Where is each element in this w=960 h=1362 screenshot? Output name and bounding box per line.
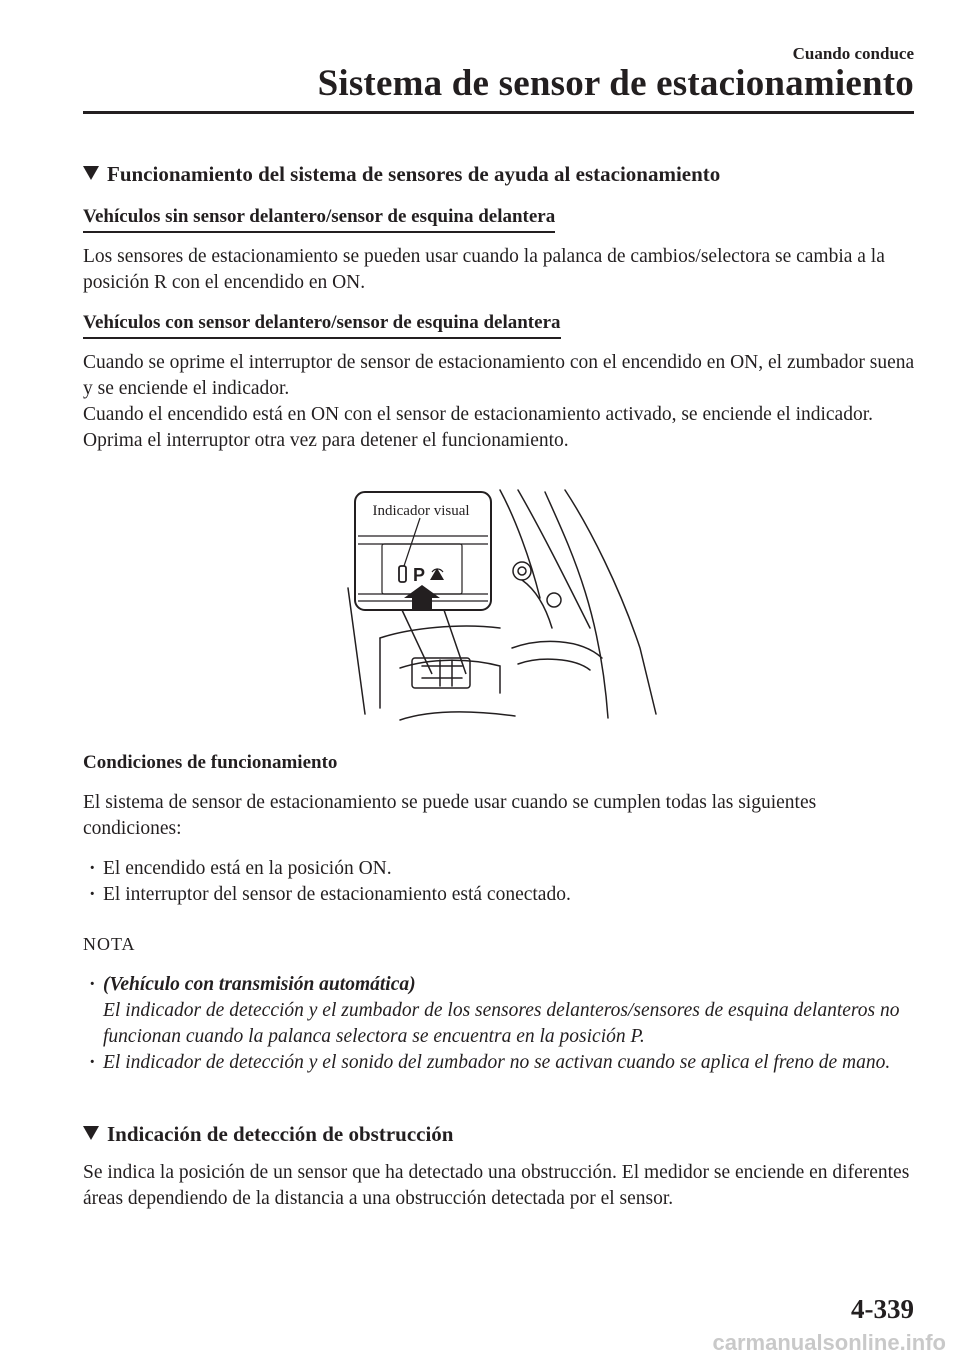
page-number: 4-339: [851, 1294, 914, 1324]
watermark: carmanualsonline.info: [712, 1330, 946, 1355]
para-with-1: Cuando se oprime el interruptor de sensor de estacionamiento con el encendido en ON, el zumbador suena y se enciende el indicador.: [83, 352, 915, 399]
header-chapter: Cuando conduce: [792, 44, 914, 63]
triangle-bullet-icon: [83, 1126, 99, 1140]
section2-para: [83, 1160, 918, 1212]
indicator-lamp-icon: [399, 566, 406, 582]
bullet-dot: ·: [89, 974, 96, 995]
list-item-text: El interruptor del sensor de estacionamiento está conectado.: [103, 884, 571, 905]
bullet-dot: ·: [89, 1052, 96, 1073]
section-title-text: Indicación de detección de obstrucción: [107, 1122, 454, 1146]
nota-list: [83, 972, 918, 1076]
para-with-3: Oprima el interruptor otra vez para detener el funcionamiento.: [83, 430, 569, 451]
subhead-without-front-sensor: Vehículos sin sensor delantero/sensor de esquina delantera: [83, 206, 555, 233]
conditions-title: Condiciones de funcionamiento: [83, 752, 338, 773]
dashboard-illustration: [340, 488, 660, 724]
note-item: [83, 972, 918, 1050]
para-with-front-sensor: [83, 350, 918, 454]
header-rule: [83, 111, 914, 114]
section-title-funcionamiento: [83, 162, 720, 187]
section2-para-text: Se indica la posición de un sensor que ha detectado una obstrucción. El medidor se enciende en diferentes áreas dependiendo de la distancia a una obstrucción detectada por el sensor.: [83, 1162, 910, 1209]
para-with-2: Cuando el encendido está en ON con el sensor de estacionamiento activado, se enciende el indicador.: [83, 404, 874, 425]
bullet-dot: ·: [89, 858, 96, 879]
list-item-text: El encendido está en la posición ON.: [103, 858, 392, 879]
note-item-head: (Vehículo con transmisión automática): [103, 974, 416, 995]
triangle-bullet-icon: [83, 166, 99, 180]
nota-label: NOTA: [83, 934, 136, 954]
callout-label: Indicador visual: [372, 503, 470, 519]
parking-switch-symbol: P: [413, 565, 426, 585]
header-title: Sistema de sensor de estacionamiento: [317, 63, 914, 104]
list-item: [83, 856, 918, 882]
section-title-text: Funcionamiento del sistema de sensores de ayuda al estacionamiento: [107, 162, 721, 186]
note-item: [83, 1050, 918, 1076]
para-text: Los sensores de estacionamiento se pueden usar cuando la palanca de cambios/selectora se cambia a la posición R con el encendido en ON.: [83, 246, 885, 293]
list-item: [83, 882, 918, 908]
parking-switch-figure: [340, 488, 660, 724]
bullet-dot: ·: [89, 884, 96, 905]
subhead-with-front-sensor: Vehículos con sensor delantero/sensor de esquina delantera: [83, 312, 561, 339]
section-title-obstruccion: [83, 1122, 454, 1147]
conditions-intro-text: El sistema de sensor de estacionamiento se puede usar cuando se cumplen todas las siguientes condiciones:: [83, 792, 817, 839]
note-item-body: El indicador de detección y el sonido del zumbador no se activan cuando se aplica el freno de mano.: [103, 1052, 891, 1073]
conditions-list: [83, 856, 918, 908]
para-without-front-sensor: [83, 244, 918, 296]
conditions-intro: [83, 790, 918, 842]
note-item-body: El indicador de detección y el zumbador de los sensores delanteros/sensores de esquina delanteros no funcionan cuando la palanca selectora se encuentra en la posición P.: [103, 1000, 900, 1047]
